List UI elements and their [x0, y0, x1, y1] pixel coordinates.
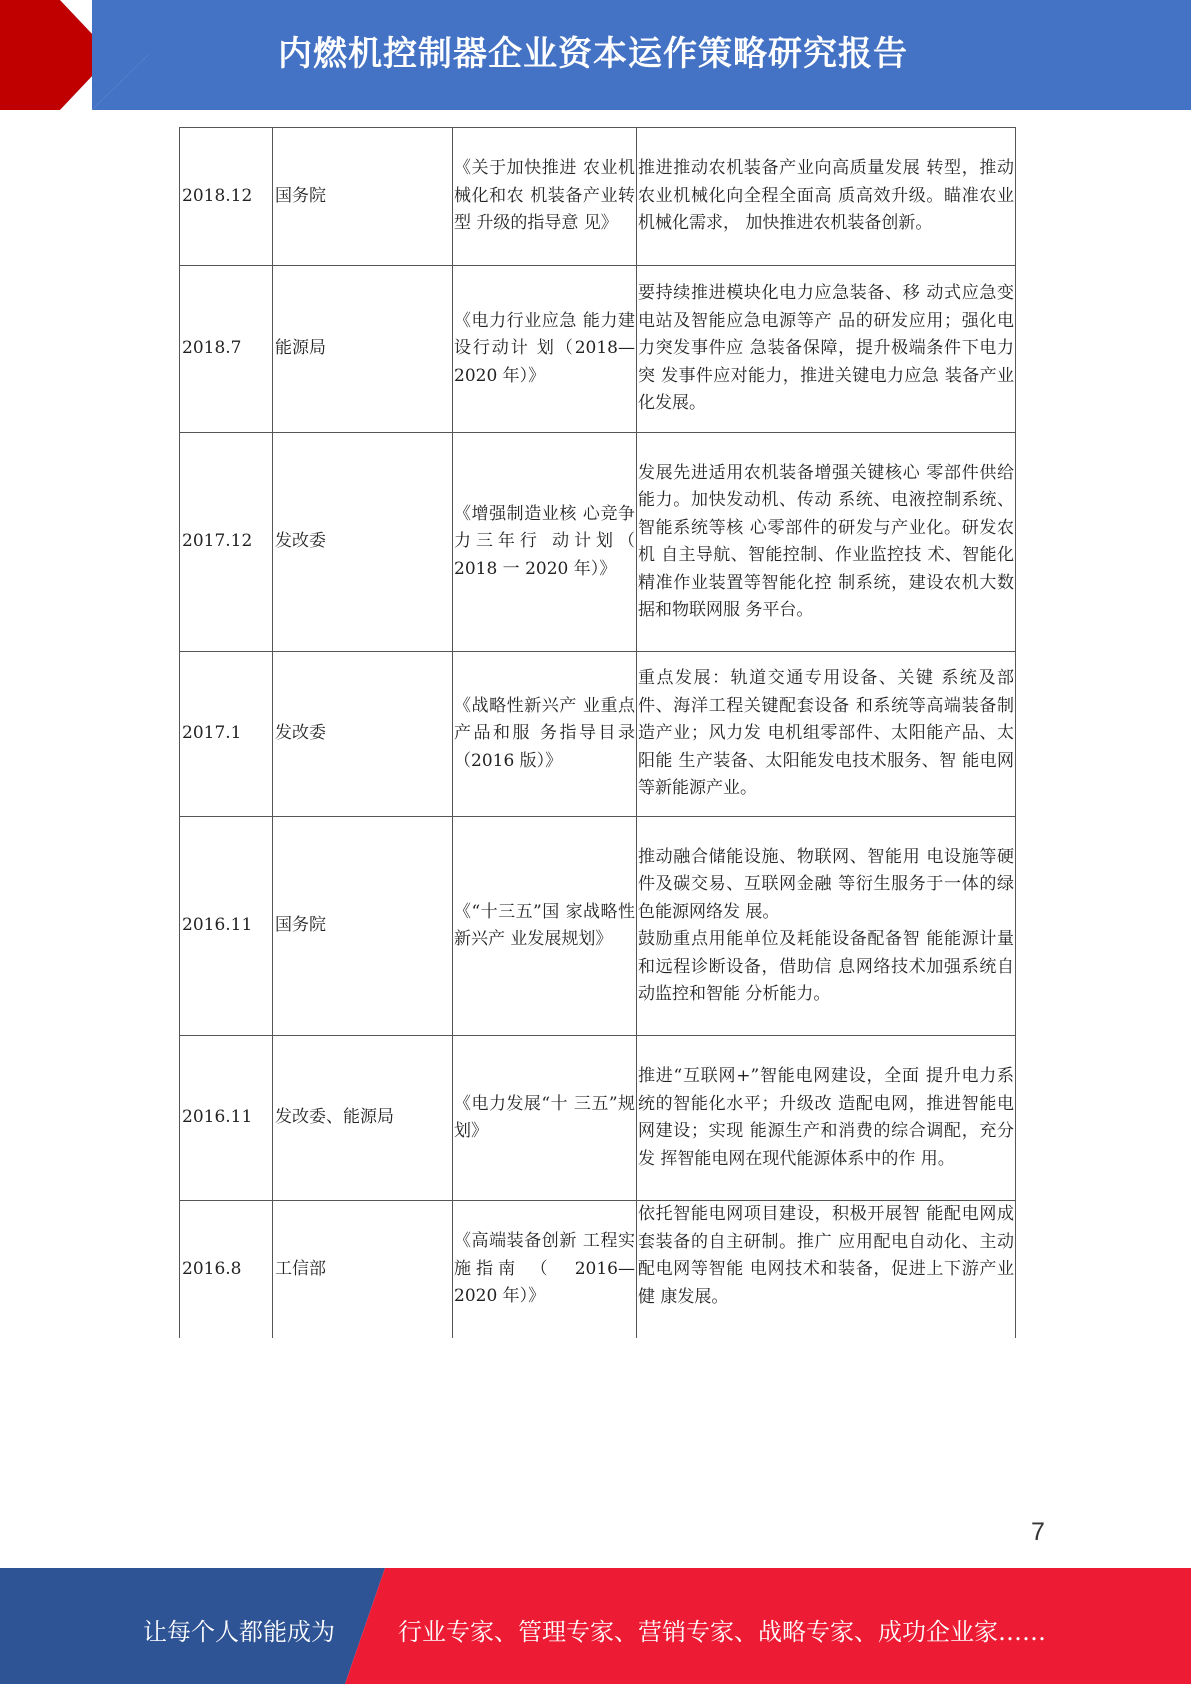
- date-cell: 2016.8: [180, 1201, 273, 1338]
- table-row: [180, 266, 1016, 433]
- content-paragraph: 重点发展：轨道交通专用设备、关键 系统及部件、海洋工程关键配套设备 和系统等高端装备制造产业；风力发 电机组零部件、太阳能产品、太阳能 生产装备、太阳能发电技术服务、智 能电网等新能源产业。: [638, 668, 1014, 799]
- department-cell: 发改委、能源局: [273, 1036, 453, 1201]
- content-cell: [637, 1036, 1016, 1201]
- policy-table: [179, 127, 1016, 1338]
- document-cell: 《高端装备创新 工程实施指南 （ 2016—2020 年）》: [453, 1201, 637, 1338]
- date-cell: 2018.12: [180, 128, 273, 266]
- document-cell: 《电力发展“十 三五”规划》: [453, 1036, 637, 1201]
- document-cell: 《增强制造业核 心竞争力三年行 动计划（ 2018 一 2020 年）》: [453, 433, 637, 652]
- date-cell: 2018.7: [180, 266, 273, 433]
- document-cell: 《关于加快推进 农业机械化和农 机装备产业转型 升级的指导意 见》: [453, 128, 637, 266]
- content-cell: [637, 433, 1016, 652]
- department-cell: 发改委: [273, 433, 453, 652]
- date-cell: 2016.11: [180, 817, 273, 1036]
- footer-slogan-right: 行业专家、管理专家、营销专家、战略专家、成功企业家……: [398, 1618, 1046, 1646]
- footer-slogan-left: 让每个人都能成为: [143, 1618, 335, 1646]
- department-cell: 发改委: [273, 652, 453, 817]
- table-row: [180, 433, 1016, 652]
- content-cell: [637, 128, 1016, 266]
- content-paragraph: 发展先进适用农机装备增强关键核心 零部件供给能力。加快发动机、传动 系统、电液控制系统、智能系统等核 心零部件的研发与产业化。研发农机 自主导航、智能控制、作业监控技 术、智能化精准作业装置等智能化控 制系统，建设农机大数据和物联网服 务平台。: [638, 462, 1014, 620]
- document-cell: 《电力行业应急 能力建设行动计 划（2018—2020 年）》: [453, 266, 637, 433]
- department-cell: 国务院: [273, 128, 453, 266]
- department-cell: 工信部: [273, 1201, 453, 1338]
- content-cell: [637, 817, 1016, 1036]
- content-cell: [637, 266, 1016, 433]
- content-paragraph: 鼓励重点用能单位及耗能设备配备智 能能源计量和远程诊断设备，借助信 息网络技术加强系统自动监控和智能 分析能力。: [638, 929, 1014, 1004]
- table-row: [180, 817, 1016, 1036]
- content-cell: [637, 1201, 1016, 1338]
- table-row: [180, 1201, 1016, 1338]
- document-cell: 《“十三五”国 家战略性新兴产 业发展规划》: [453, 817, 637, 1036]
- page-number: 7: [1031, 1518, 1045, 1546]
- content-paragraph: 推动融合储能设施、物联网、智能用 电设施等硬件及碳交易、互联网金融 等衍生服务于一体的绿色能源网络发 展。: [638, 846, 1014, 922]
- table-row: [180, 652, 1016, 817]
- content-paragraph: 要持续推进模块化电力应急装备、移 动式应急变电站及智能应急电源等产 品的研发应用；强化电力突发事件应 急装备保障，提升极端条件下电力突 发事件应对能力，推进关键电力应急 装备产业化发展。: [638, 283, 1014, 414]
- report-title: 内燃机控制器企业资本运作策略研究报告: [278, 34, 908, 74]
- table-row: [180, 128, 1016, 266]
- header-banner: [0, 0, 1191, 110]
- table-row: [180, 1036, 1016, 1201]
- date-cell: 2017.1: [180, 652, 273, 817]
- content-paragraph: 推进推动农机装备产业向高质量发展 转型，推动农业机械化向全程全面高 质高效升级。瞄准农业机械化需求， 加快推进农机装备创新。: [638, 158, 1014, 234]
- content-cell: [637, 652, 1016, 817]
- document-cell: 《战略性新兴产 业重点产品和服 务指导目录 （2016 版）》: [453, 652, 637, 817]
- content-paragraph: 推进“互联网+”智能电网建设，全面 提升电力系统的智能化水平；升级改 造配电网，推进智能电网建设；实现 能源生产和消费的综合调配，充分发 挥智能电网在现代能源体系中的作 用。: [638, 1066, 1014, 1169]
- content-paragraph: 依托智能电网项目建设，积极开展智 能配电网成套装备的自主研制。推广 应用配电自动化、主动配电网等智能 电网技术和装备，促进上下游产业健 康发展。: [638, 1204, 1014, 1307]
- date-cell: 2017.12: [180, 433, 273, 652]
- date-cell: 2016.11: [180, 1036, 273, 1201]
- department-cell: 国务院: [273, 817, 453, 1036]
- department-cell: 能源局: [273, 266, 453, 433]
